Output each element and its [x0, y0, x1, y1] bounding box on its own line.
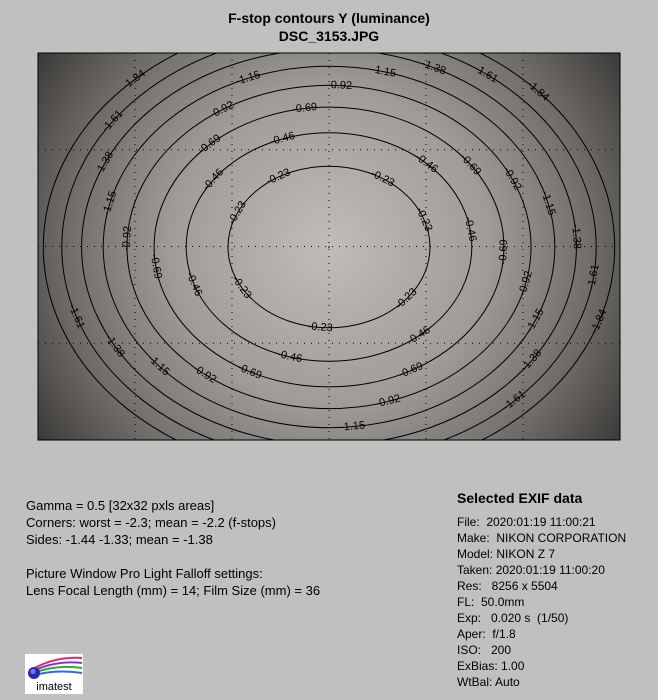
- contour-label: -1.38: [518, 347, 545, 374]
- contour-label: -1.61: [65, 302, 87, 331]
- contour-label: -1.15: [234, 68, 262, 88]
- contour-label: -1.61: [99, 107, 126, 135]
- stats-gamma: Gamma = 0.5 [32x32 pxls areas]: [26, 498, 215, 513]
- contour-label: -0.92: [208, 98, 236, 121]
- contour-label: -1.38: [569, 223, 583, 250]
- contour-label: -1.61: [472, 62, 501, 86]
- contour-label: -1.15: [100, 189, 120, 218]
- contour-label: -1.38: [419, 57, 448, 78]
- exif-line: FL: 50.0mm: [457, 595, 525, 609]
- contour-label: -1.38: [93, 149, 117, 178]
- contour-label: -0.69: [147, 253, 164, 280]
- contour-label: -0.46: [276, 348, 304, 366]
- contour-label: -0.23: [225, 198, 249, 227]
- stats-corners: Corners: worst = -2.3; mean = -2.2 (f-stops): [26, 515, 276, 530]
- contour-label: -1.15: [339, 419, 366, 434]
- exif-line: Model: NIKON Z 7: [457, 547, 556, 561]
- exif-line: File: 2020:01:19 11:00:21: [457, 515, 596, 529]
- imatest-logo: [25, 654, 83, 694]
- contour-label: -0.92: [516, 269, 535, 298]
- contour-label: -0.23: [393, 285, 420, 312]
- contour-label: -0.92: [190, 362, 219, 386]
- contour-label: -0.69: [196, 132, 224, 157]
- contour-label: -1.38: [102, 332, 127, 360]
- contour-label: -0.23: [368, 167, 397, 190]
- contour-label: -1.84: [524, 78, 552, 104]
- stats-sides: Sides: -1.44 -1.33; mean = -1.38: [26, 532, 213, 547]
- exif-line: Res: 8256 x 5504: [457, 579, 558, 593]
- contour-label: -0.46: [200, 166, 227, 194]
- contour-label: -0.46: [405, 323, 433, 348]
- exif-heading: Selected EXIF data: [457, 490, 583, 506]
- contour-label: -0.69: [497, 239, 511, 265]
- exif-line: Aper: f/1.8: [457, 627, 516, 641]
- contour-label: -0.69: [291, 100, 318, 116]
- contour-label: -0.69: [397, 360, 425, 381]
- logo-text: imatest: [36, 681, 72, 693]
- exif-line: Make: NIKON CORPORATION: [457, 531, 627, 545]
- contour-label: -1.61: [585, 263, 602, 291]
- contour-label: -0.23: [229, 273, 254, 302]
- contour-label: -0.69: [457, 151, 484, 178]
- contour-label: -1.15: [370, 63, 398, 80]
- contour-label: -0.46: [412, 151, 441, 176]
- stats-pwp-settings: Lens Focal Length (mm) = 14; Film Size (mm) = 36: [26, 583, 321, 598]
- contour-label: -1.15: [523, 306, 547, 335]
- contour-label: -0.46: [461, 215, 479, 243]
- contour-label: -1.15: [538, 189, 558, 218]
- chart-title: F-stop contours Y (luminance): [228, 10, 430, 26]
- stats-pwp-heading: Picture Window Pro Light Falloff settings:: [26, 566, 263, 581]
- contour-label: -1.61: [500, 388, 529, 414]
- contour-label: -0.23: [413, 205, 435, 234]
- contour-label: -0.92: [500, 164, 524, 193]
- contour-label: -1.84: [120, 67, 148, 93]
- contour-label: -0.92: [120, 225, 135, 252]
- exif-line: ExBias: 1.00: [457, 659, 525, 673]
- contour-label: -0.46: [268, 129, 297, 149]
- chart-subtitle: DSC_3153.JPG: [278, 28, 380, 44]
- exif-list: [457, 514, 626, 690]
- contour-label: -0.23: [307, 320, 334, 335]
- contour-label: -0.69: [235, 361, 264, 382]
- contour-label: -0.46: [183, 270, 205, 299]
- exif-line: Exp: 0.020 s (1/50): [457, 611, 569, 625]
- exif-line: WtBal: Auto: [457, 675, 520, 689]
- contour-label: -0.92: [374, 392, 402, 411]
- center-mark: [328, 246, 330, 248]
- contour-label: -0.92: [326, 78, 353, 93]
- contour-label: -1.15: [145, 352, 172, 379]
- contour-label: -1.84: [588, 307, 610, 336]
- exif-line: ISO: 200: [457, 643, 512, 657]
- contour-label: -0.23: [264, 166, 293, 188]
- exif-line: Taken: 2020:01:19 11:00:20: [457, 563, 605, 577]
